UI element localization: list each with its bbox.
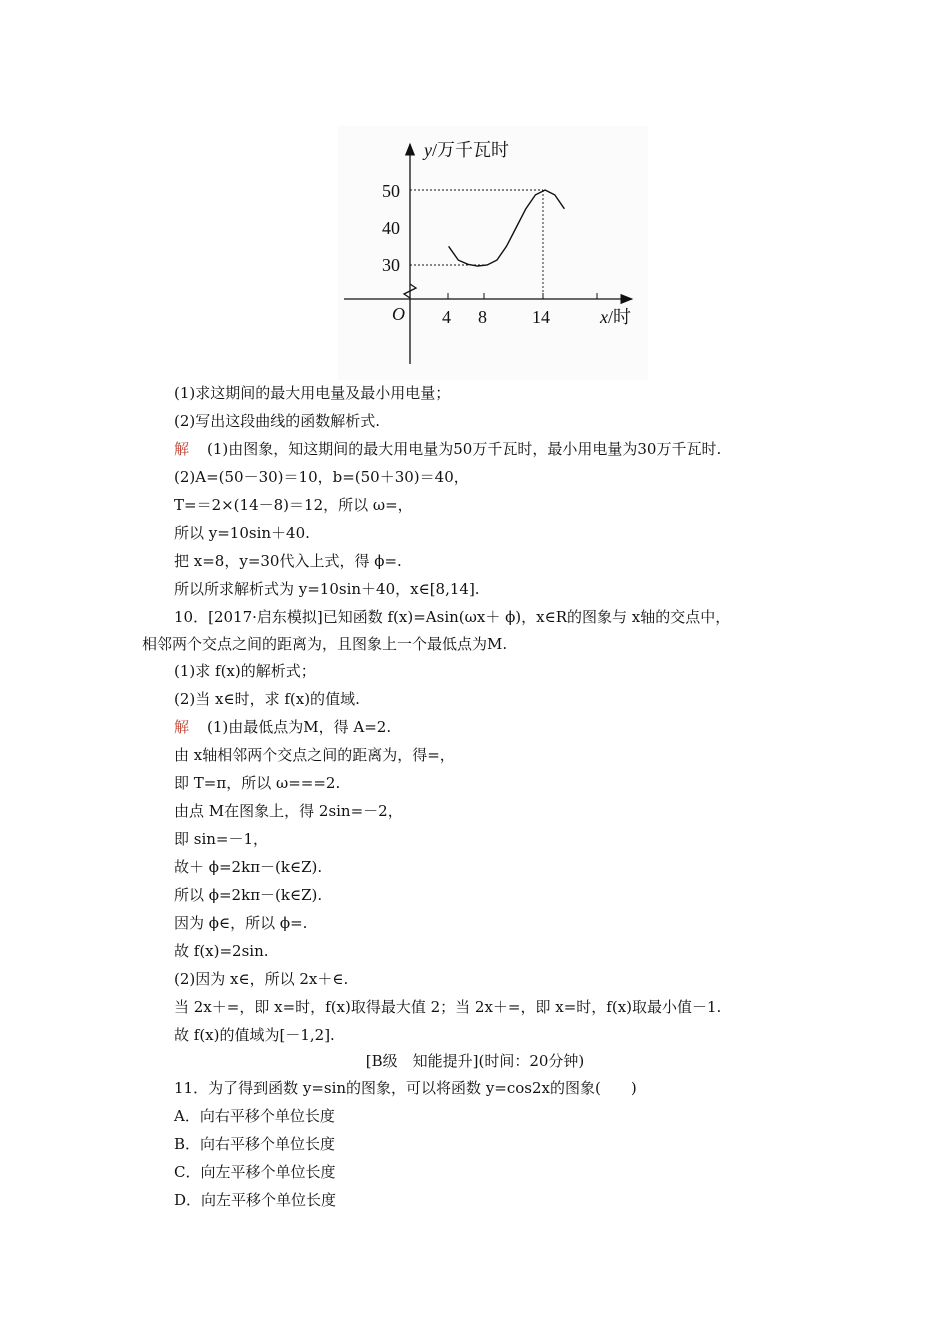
jie-label: 解	[174, 440, 190, 458]
y-axis-label: y/万千瓦时	[424, 140, 510, 160]
q11-option-d: D．向左平移个单位长度	[174, 1191, 337, 1209]
q10-part1: (1)求 f(x)的解析式；	[174, 662, 316, 680]
q10-line2: 相邻两个交点之间的距离为，且图象上一个最低点为M.	[142, 635, 508, 653]
origin-label: O	[392, 304, 405, 324]
graph-svg	[338, 126, 648, 380]
q11-stem: 11．为了得到函数 y=sin的图象，可以将函数 y=cos2x的图象( )	[174, 1079, 637, 1097]
sol9-line1	[174, 439, 721, 459]
sol10-text1: (1)由最低点为M，得 A=2.	[207, 718, 392, 736]
sol10-line7: 所以 ϕ=2kπ－(k∈Z).	[174, 886, 323, 904]
x-axis-label: x/时	[600, 307, 632, 327]
q10-line1: 10．[2017·启东模拟]已知函数 f(x)=Asin(ωx＋ ϕ)，x∈R的图象与 x轴的交点中，	[174, 608, 731, 626]
sol10-line11: 当 2x＋=，即 x=时，f(x)取得最大值 2；当 2x＋=，即 x=时，f(x)取最小值－1.	[174, 998, 722, 1016]
sol10-line8: 因为 ϕ∈，所以 ϕ=.	[174, 914, 308, 932]
q11-option-c: C．向左平移个单位长度	[174, 1163, 336, 1181]
x-tick-8: 8	[478, 307, 487, 327]
x-tick-4: 4	[442, 307, 451, 327]
curve-series	[449, 190, 565, 266]
sol9-line4: 所以 y=10sin＋40.	[174, 524, 310, 542]
sol10-line4: 由点 M在图象上，得 2sin=－2，	[174, 802, 403, 820]
sol10-line10: (2)因为 x∈，所以 2x＋∈.	[174, 970, 349, 988]
q9-part1: (1)求这期间的最大用电量及最小用电量；	[174, 384, 451, 402]
section-header-b: [B级 知能提升](时间：20分钟)	[365, 1052, 585, 1070]
sol10-line3: 即 T=π，所以 ω===2.	[174, 774, 341, 792]
x-tick-14: 14	[532, 307, 550, 327]
sol9-line5: 把 x=8，y=30代入上式，得 ϕ=.	[174, 552, 402, 570]
y-tick-30: 30	[382, 255, 400, 275]
sol10-line6: 故＋ ϕ=2kπ－(k∈Z).	[174, 858, 323, 876]
sol9-line2: (2)A=(50－30)＝10，b=(50＋30)＝40，	[174, 468, 469, 486]
q11-option-a: A．向右平移个单位长度	[174, 1107, 335, 1125]
q10-part2: (2)当 x∈时，求 f(x)的值域.	[174, 690, 360, 708]
y-tick-50: 50	[382, 181, 400, 201]
sol9-line3: T=＝2×(14－8)＝12，所以 ω=，	[174, 496, 413, 514]
sol9-line6: 所以所求解析式为 y=10sin＋40，x∈[8,14].	[174, 580, 480, 598]
sol10-line9: 故 f(x)=2sin.	[174, 942, 269, 960]
sol9-text1: (1)由图象，知这期间的最大用电量为50万千瓦时，最小用电量为30万千瓦时.	[207, 440, 722, 458]
y-tick-40: 40	[382, 218, 400, 238]
q9-part2: (2)写出这段曲线的函数解析式.	[174, 412, 381, 430]
q11-option-b: B．向右平移个单位长度	[174, 1135, 336, 1153]
sol10-line1	[174, 717, 391, 737]
jie-label: 解	[174, 718, 190, 736]
sol10-line2: 由 x轴相邻两个交点之间的距离为，得=，	[174, 746, 455, 764]
electricity-graph	[338, 126, 648, 380]
sol10-line12: 故 f(x)的值域为[－1,2].	[174, 1026, 335, 1044]
sol10-line5: 即 sin=－1，	[174, 830, 269, 848]
